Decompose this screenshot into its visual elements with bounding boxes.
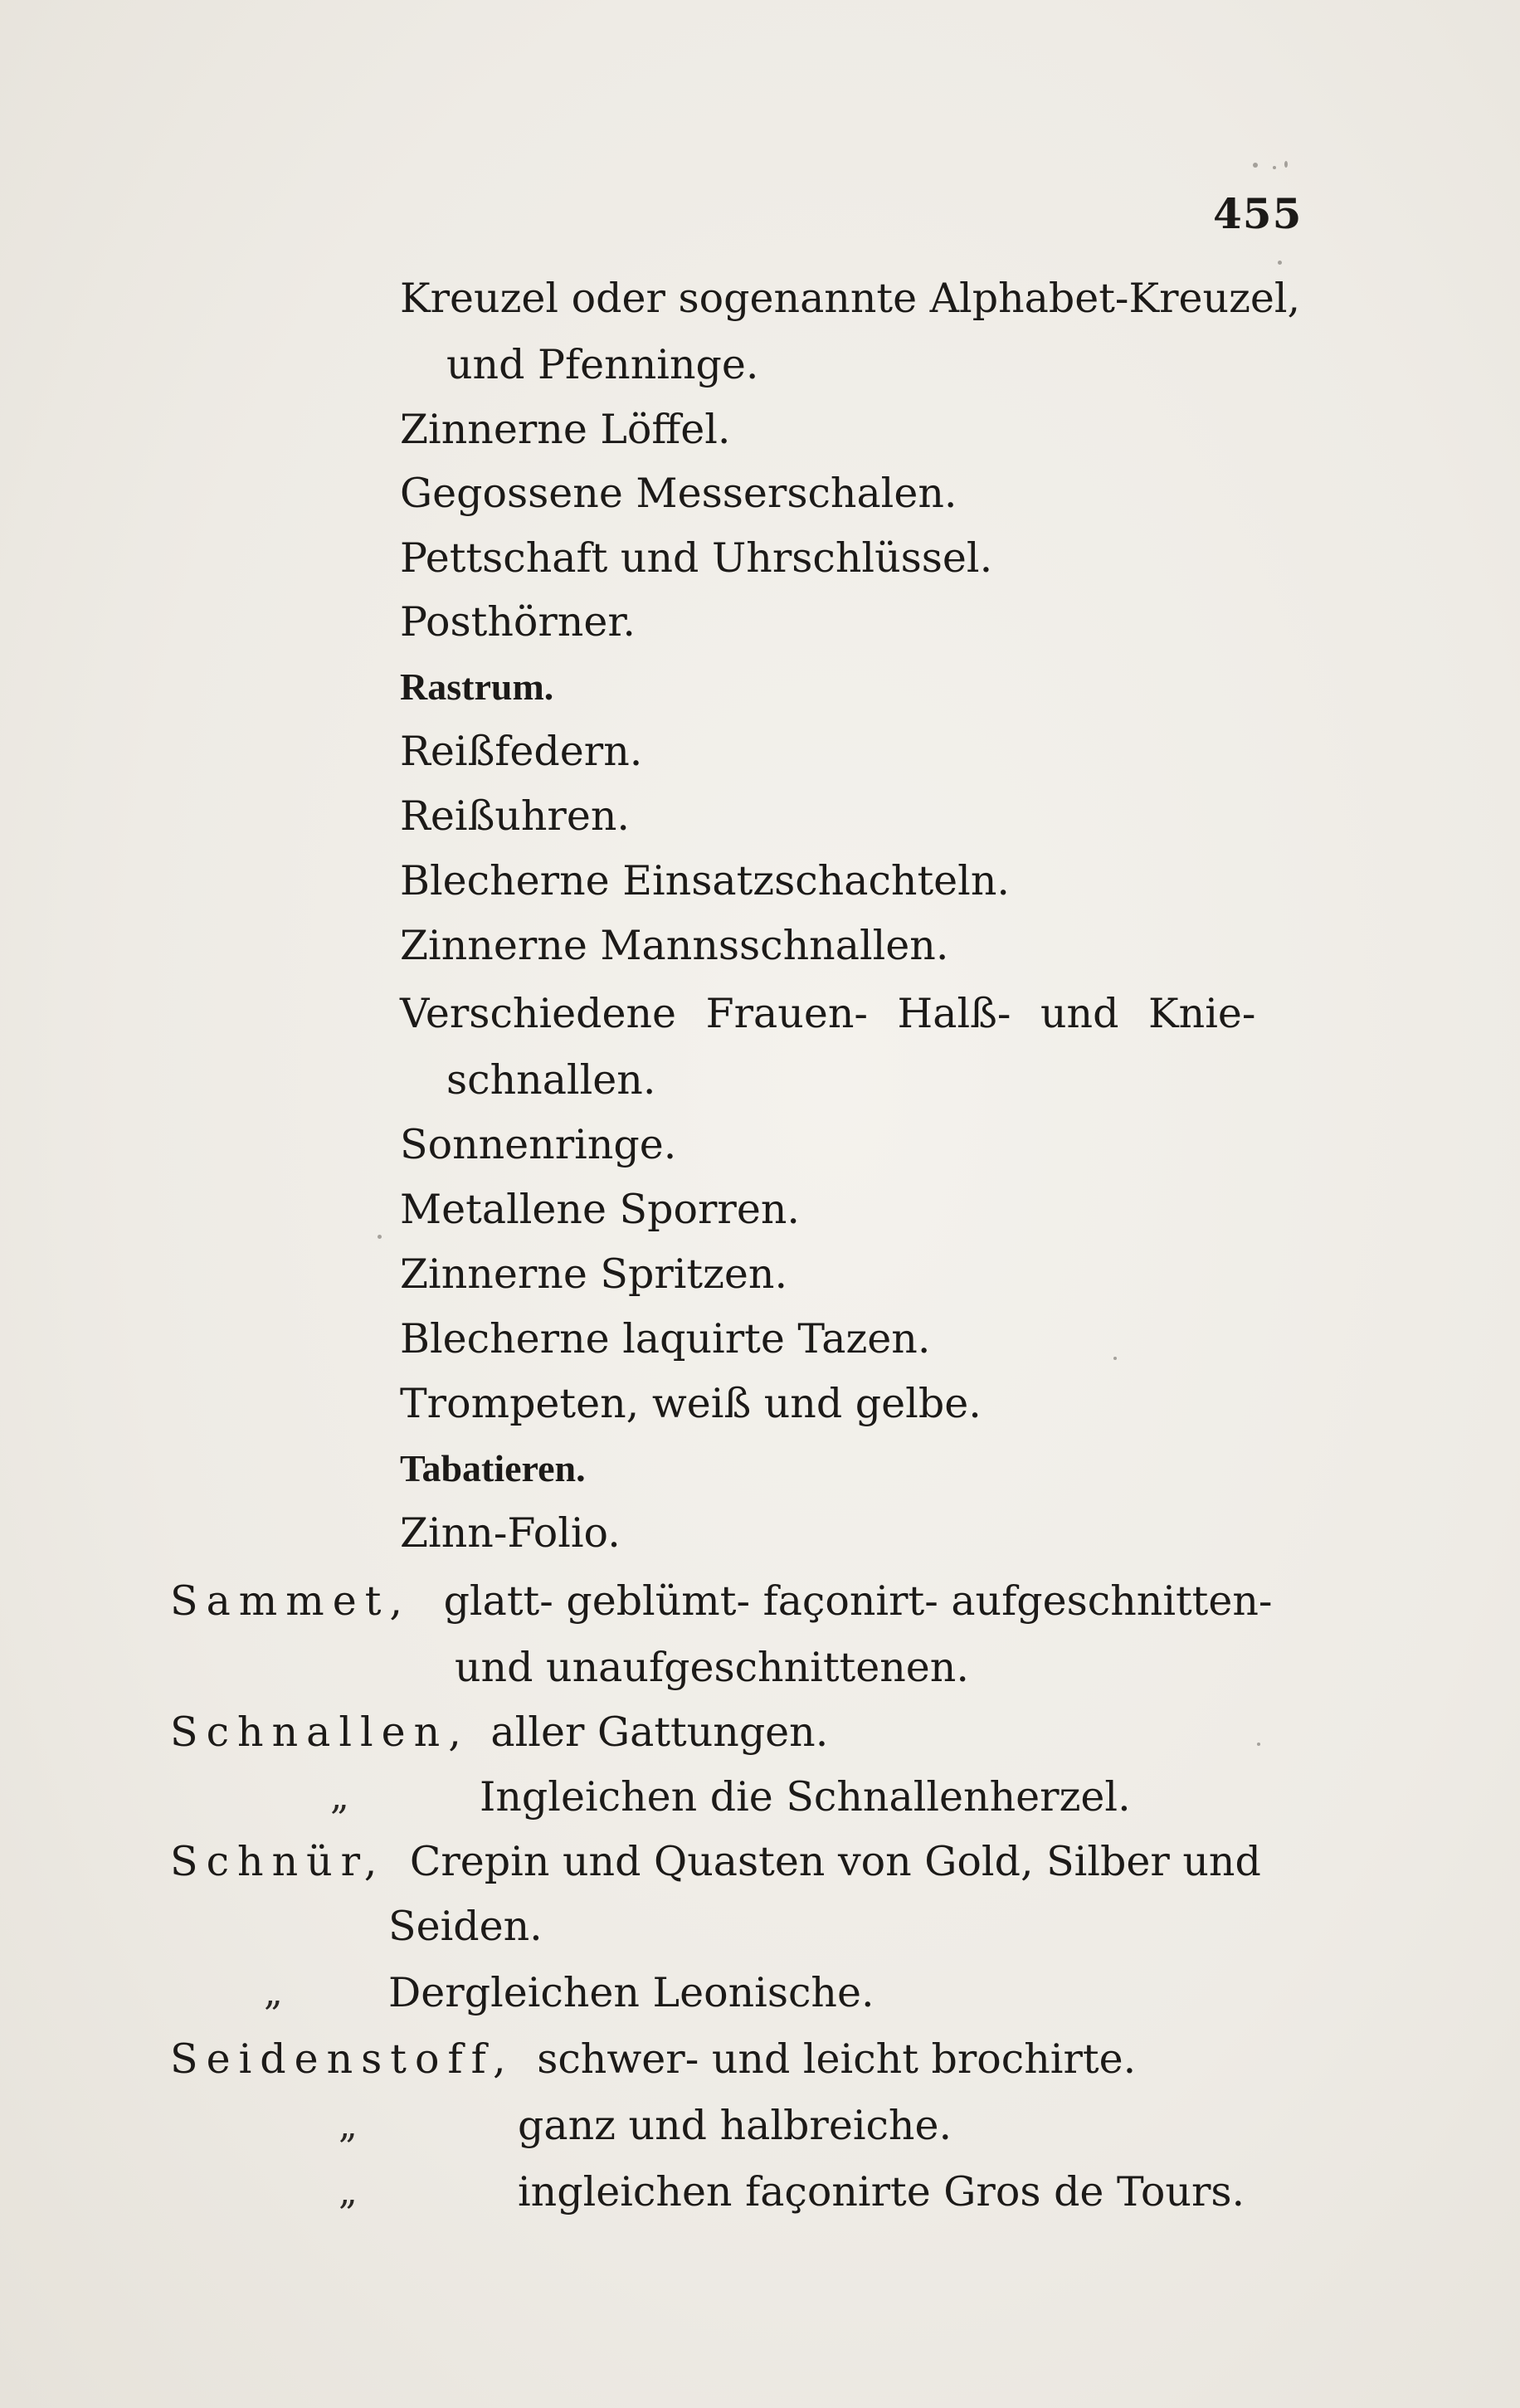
sub-entry: ingleichen façonirte Gros de Tours. (518, 2168, 1245, 2215)
ditto-mark: „ (339, 2171, 358, 2213)
sammet-entry (170, 1577, 1273, 1626)
entry-text: Crepin und Quasten von Gold, Silber und (409, 1838, 1261, 1885)
entry-line: Zinnerne Löffel. (400, 406, 731, 453)
entry-line: Zinnerne Mannsschnallen. (400, 922, 949, 969)
entry-heading: Sammet, (170, 1577, 411, 1625)
entry-line: Trompeten, weiß und gelbe. (400, 1380, 982, 1427)
entry-line: Zinn-Folio. (400, 1509, 621, 1557)
entry-line: Sonnenringe. (400, 1121, 677, 1168)
entry-continuation: und unaufgeschnittenen. (455, 1644, 969, 1691)
sub-entry: ganz und halbreiche. (518, 2102, 952, 2149)
entry-line: Reißfedern. (400, 728, 643, 775)
entry-text: glatt- geblümt- façonirt- aufgeschnitten- (443, 1577, 1273, 1625)
ditto-mark: „ (264, 1972, 283, 2014)
entry-continuation: Seiden. (388, 1903, 543, 1950)
entry-line: Posthörner. (400, 598, 636, 646)
entry-line: Pettschaft und Uhrschlüssel. (400, 534, 993, 582)
sub-entry: Ingleichen die Schnallenherzel. (480, 1773, 1131, 1821)
entry-text: schwer- und leicht brochirte. (537, 2035, 1137, 2083)
entry-line: Rastrum. (400, 665, 554, 708)
entry-line: Reißuhren. (400, 792, 630, 840)
schnuer-entry (170, 1837, 1261, 1887)
entry-line: Blecherne laquirte Tazen. (400, 1315, 931, 1362)
entry-line: schnallen. (446, 1056, 656, 1104)
entry-line: Zinnerne Spritzen. (400, 1250, 788, 1298)
entry-line: Gegossene Messerschalen. (400, 470, 957, 517)
entry-line: Metallene Sporren. (400, 1186, 800, 1233)
sub-entry: Dergleichen Leonische. (388, 1969, 874, 2016)
entry-line: und Pfenninge. (446, 341, 759, 388)
entry-line: Blecherne Einsatzschachteln. (400, 857, 1010, 904)
page-number: 455 (1213, 189, 1303, 238)
entry-heading: Schnallen, (170, 1709, 470, 1756)
entry-heading: Seidenstoff, (170, 2035, 514, 2083)
entry-line: Tabatieren. (400, 1447, 586, 1489)
ditto-mark: „ (330, 1776, 349, 1818)
schnallen-entry (170, 1708, 828, 1757)
ditto-mark: „ (339, 2104, 358, 2147)
entry-line: Kreuzel oder sogenannte Alphabet-Kreuzel, (400, 275, 1301, 322)
entry-line: Verschiedene Frauen- Halß- und Knie- (400, 990, 1256, 1037)
entry-heading: Schnür, (170, 1838, 386, 1885)
seidenstoff-entry (170, 2035, 1136, 2084)
entry-text: aller Gattungen. (490, 1709, 829, 1756)
